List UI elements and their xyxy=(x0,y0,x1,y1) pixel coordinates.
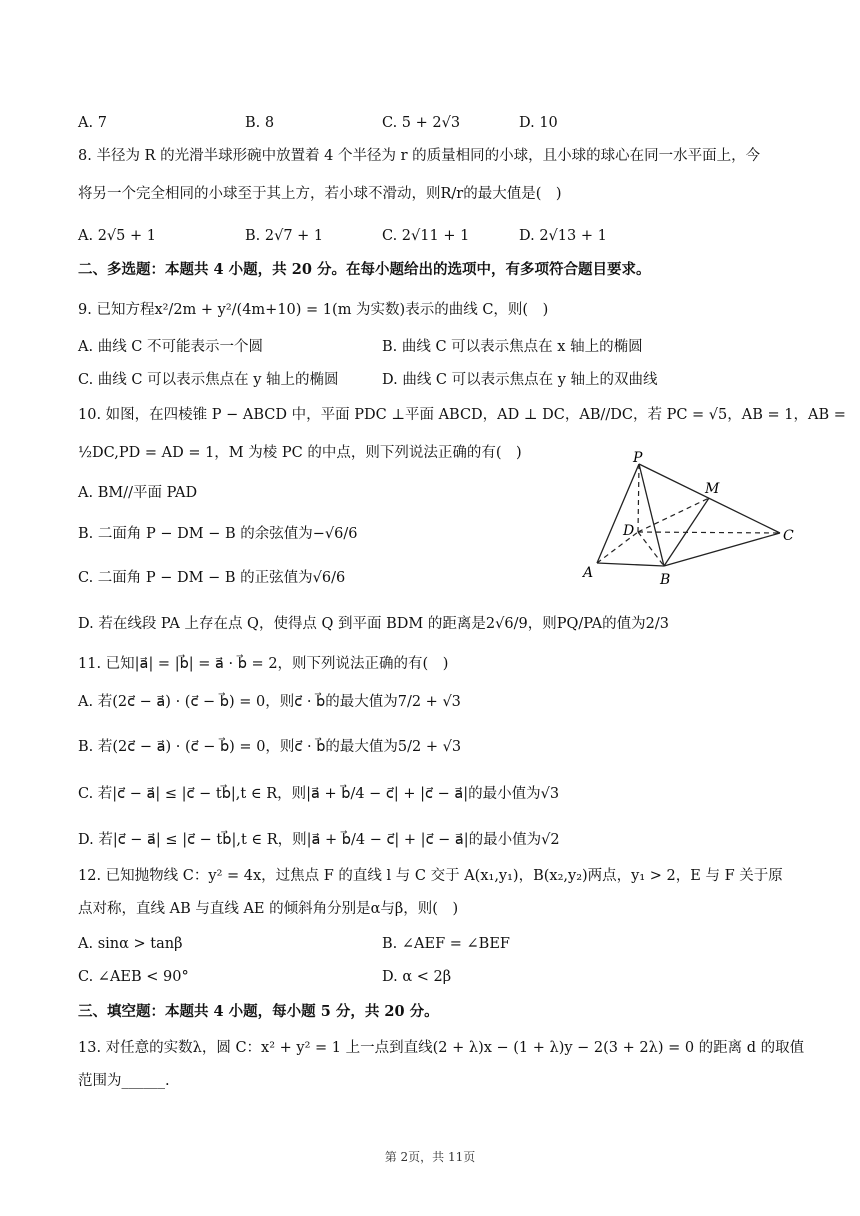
q12-option-d: D. α < 2β xyxy=(382,969,452,985)
edge-dc xyxy=(638,532,780,533)
label-m: M xyxy=(705,481,720,497)
q11-option-b: B. 若(2c⃗ − a⃗) · (c⃗ − b⃗) = 0，则c⃗ · b⃗的最大值为5/2 + √3 xyxy=(78,739,462,755)
edge-pc xyxy=(639,464,780,533)
q11-stem: 11. 已知|a⃗| = |b⃗| = a⃗ · b⃗ = 2，则下列说法正确的有( ) xyxy=(78,656,449,672)
q8-stem-line1: 8. 半径为 R 的光滑半球形碗中放置着 4 个半径为 r 的质量相同的小球，且小球的球心在同一水平面上，今 xyxy=(78,148,761,164)
q9-stem: 9. 已知方程x²/2m + y²/(4m+10) = 1(m 为实数)表示的曲线 C，则( ) xyxy=(78,302,549,318)
section-2-heading: 二、多选题：本题共 4 小题，共 20 分。在每小题给出的选项中，有多项符合题目要求。 xyxy=(78,261,651,278)
q11-option-d: D. 若|c⃗ − a⃗| ≤ |c⃗ − tb⃗|,t ∈ R，则|a⃗ + b⃗/4 − c⃗| + |c⃗ − a⃗|的最小值为√2 xyxy=(78,832,560,848)
label-a: A xyxy=(583,565,594,581)
edge-pa xyxy=(597,464,639,563)
q8-option-d: D. 2√13 + 1 xyxy=(519,228,607,244)
q12-stem-line2: 点对称，直线 AB 与直线 AE 的倾斜角分别是α与β，则( ) xyxy=(78,901,459,917)
edge-pd xyxy=(638,464,639,532)
q11-option-a: A. 若(2c⃗ − a⃗) · (c⃗ − b⃗) = 0，则c⃗ · b⃗的最大值为7/2 + √3 xyxy=(78,694,461,710)
q10-option-a: A. BM//平面 PAD xyxy=(78,485,198,501)
label-b: B xyxy=(660,572,671,588)
q8-option-a: A. 2√5 + 1 xyxy=(78,228,156,244)
q11-option-c: C. 若|c⃗ − a⃗| ≤ |c⃗ − tb⃗|,t ∈ R，则|a⃗ + b⃗/4 − c⃗| + |c⃗ − a⃗|的最小值为√3 xyxy=(78,786,560,802)
q12-stem-line1: 12. 已知抛物线 C：y² = 4x，过焦点 F 的直线 l 与 C 交于 A(x₁,y₁)，B(x₂,y₂)两点，y₁ > 2，E 与 F 关于原 xyxy=(78,868,783,884)
q9-option-b: B. 曲线 C 可以表示焦点在 x 轴上的椭圆 xyxy=(382,339,643,355)
q8-option-c: C. 2√11 + 1 xyxy=(382,228,470,244)
q12-option-b: B. ∠AEF = ∠BEF xyxy=(382,936,510,952)
q13-stem-line1: 13. 对任意的实数λ，圆 C：x² + y² = 1 上一点到直线(2 + λ)x − (1 + λ)y − 2(3 + 2λ) = 0 的距离 d 的取值 xyxy=(78,1040,805,1056)
q10-option-d: D. 若在线段 PA 上存在点 Q，使得点 Q 到平面 BDM 的距离是2√6/9，则PQ/PA的值为2/3 xyxy=(78,616,669,632)
q8-stem-line2: 将另一个完全相同的小球至于其上方，若小球不滑动，则R/r的最大值是( ) xyxy=(78,186,562,202)
edge-ab xyxy=(597,563,664,566)
q8-option-b: B. 2√7 + 1 xyxy=(245,228,324,244)
q9-option-d: D. 曲线 C 可以表示焦点在 y 轴上的双曲线 xyxy=(382,372,658,388)
q7-option-d: D. 10 xyxy=(519,115,558,131)
edge-pb xyxy=(639,464,664,566)
q10-option-c: C. 二面角 P − DM − B 的正弦值为√6/6 xyxy=(78,570,346,586)
q12-option-a: A. sinα > tanβ xyxy=(78,936,183,952)
q10-stem-line1: 10. 如图，在四棱锥 P − ABCD 中，平面 PDC ⊥平面 ABCD，AD ⊥ DC，AB//DC，若 PC = √5，AB = 1，AB = xyxy=(78,407,846,423)
q10-option-b: B. 二面角 P − DM − B 的余弦值为−√6/6 xyxy=(78,526,358,542)
page-footer: 第 2页，共 11页 xyxy=(384,1150,476,1164)
q10-stem-line2: ½DC,PD = AD = 1，M 为棱 PC 的中点，则下列说法正确的有( ) xyxy=(78,445,522,461)
q9-option-a: A. 曲线 C 不可能表示一个圆 xyxy=(78,339,264,355)
q7-option-b: B. 8 xyxy=(245,115,275,131)
q9-option-c: C. 曲线 C 可以表示焦点在 y 轴上的椭圆 xyxy=(78,372,339,388)
q7-option-a: A. 7 xyxy=(78,115,107,131)
q13-stem-line2: 范围为______. xyxy=(78,1073,170,1089)
pyramid-figure xyxy=(575,446,805,596)
edge-bc xyxy=(664,533,780,566)
label-c: C xyxy=(783,528,794,544)
label-p: P xyxy=(633,450,643,466)
section-3-heading: 三、填空题：本题共 4 小题，每小题 5 分，共 20 分。 xyxy=(78,1003,439,1020)
label-d: D xyxy=(623,523,635,539)
q12-option-c: C. ∠AEB < 90° xyxy=(78,969,189,985)
q7-option-c: C. 5 + 2√3 xyxy=(382,115,461,131)
